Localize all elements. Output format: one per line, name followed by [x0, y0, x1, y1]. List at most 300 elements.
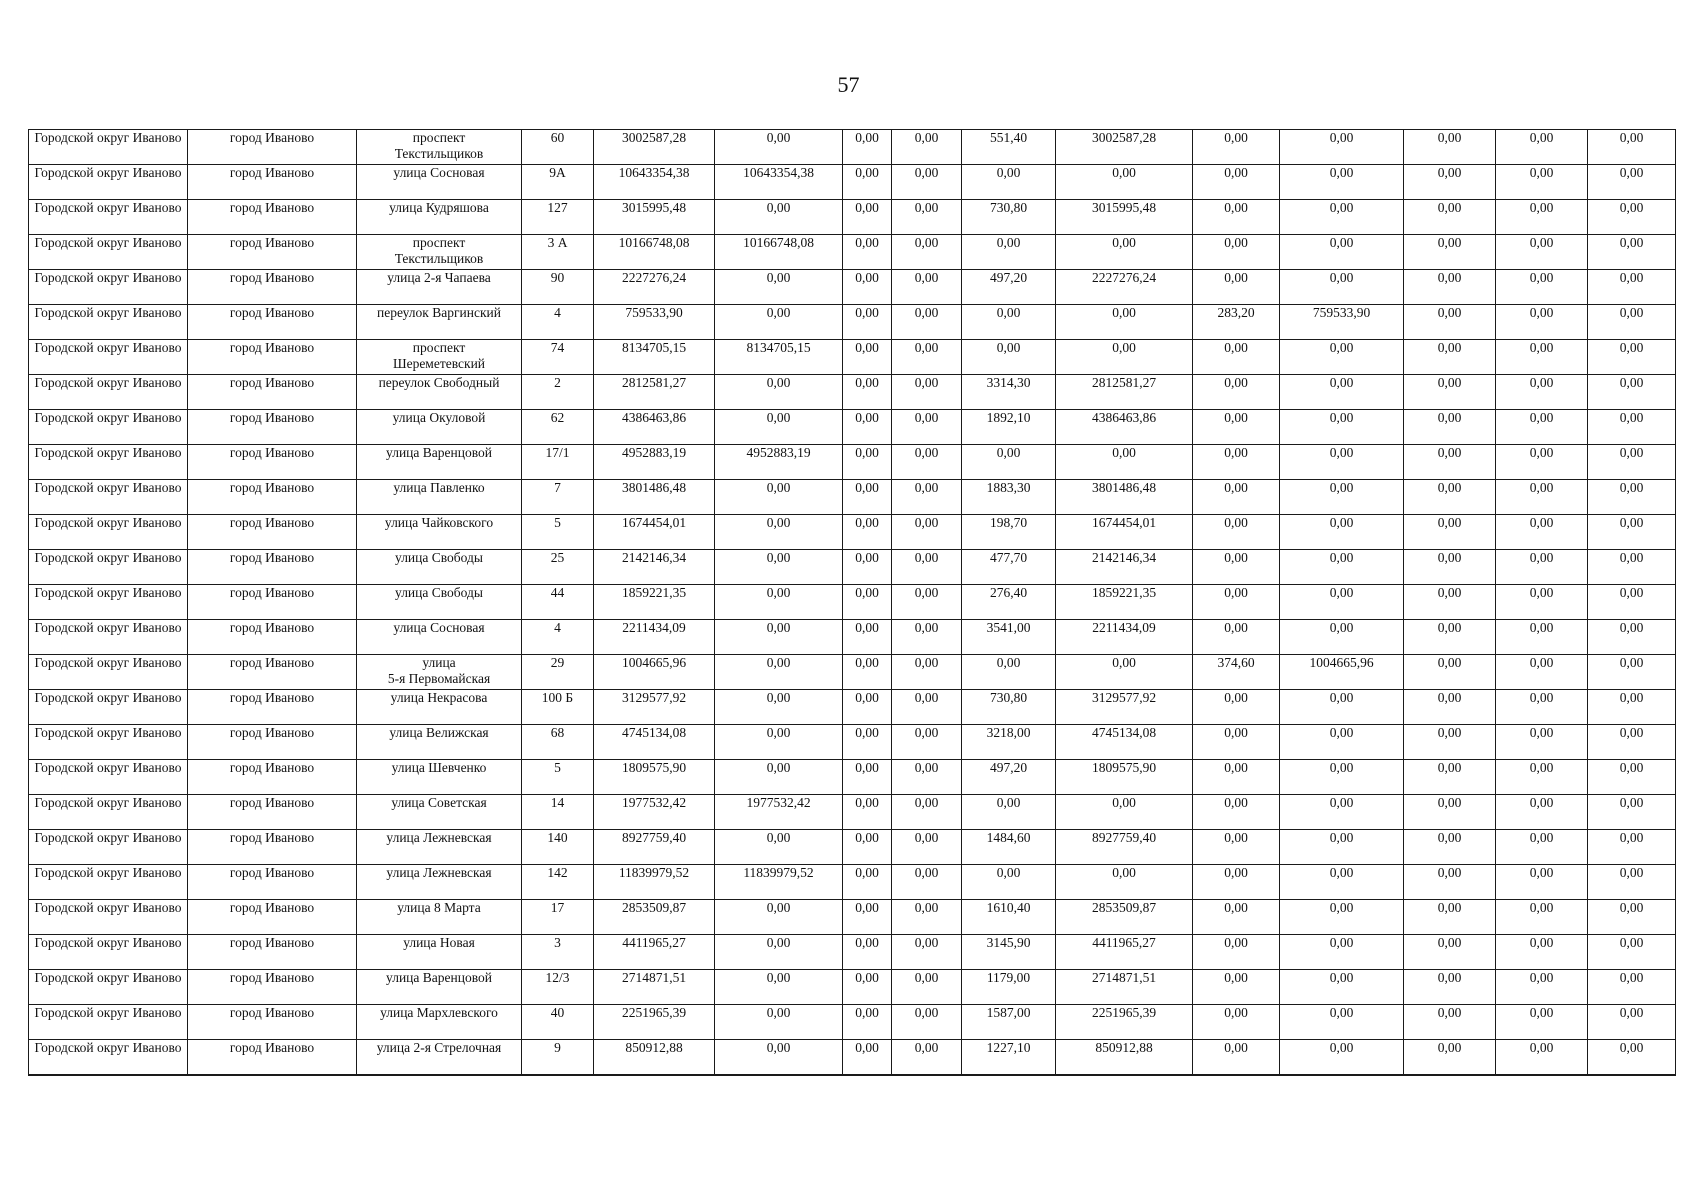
cost-col-10-cell: 0,00	[1496, 935, 1588, 970]
cost-col-9-cell: 0,00	[1404, 515, 1496, 550]
street-cell: улица Советская	[357, 795, 522, 830]
cost-col-10-cell: 0,00	[1496, 830, 1588, 865]
settlement-cell: город Иваново	[188, 725, 357, 760]
table-row	[29, 375, 1676, 410]
cost-col-11-cell: 0,00	[1588, 795, 1676, 830]
house-cell: 140	[522, 830, 594, 865]
house-cell: 5	[522, 515, 594, 550]
cost-col-4-cell: 0,00	[892, 585, 962, 620]
cost-col-2-cell: 0,00	[715, 270, 843, 305]
settlement-cell: город Иваново	[188, 620, 357, 655]
area-col-7-cell: 0,00	[1193, 410, 1280, 445]
table-row	[29, 305, 1676, 340]
house-cell: 40	[522, 1005, 594, 1040]
cost-col-11-cell: 0,00	[1588, 970, 1676, 1005]
cost-col-8-cell: 0,00	[1280, 900, 1404, 935]
cost-col-6-cell: 1674454,01	[1056, 515, 1193, 550]
table-row	[29, 130, 1676, 165]
area-col-5-cell: 3314,30	[962, 375, 1056, 410]
cost-col-10-cell: 0,00	[1496, 970, 1588, 1005]
cost-col-3-cell: 0,00	[843, 690, 892, 725]
municipality-cell: Городской округ Иваново	[29, 165, 188, 200]
cost-col-4-cell: 0,00	[892, 165, 962, 200]
cost-col-10-cell: 0,00	[1496, 480, 1588, 515]
street-cell: улица Лежневская	[357, 830, 522, 865]
cost-col-3-cell: 0,00	[843, 200, 892, 235]
cost-col-9-cell: 0,00	[1404, 165, 1496, 200]
cost-col-6-cell: 4386463,86	[1056, 410, 1193, 445]
cost-col-8-cell: 0,00	[1280, 200, 1404, 235]
cost-col-10-cell: 0,00	[1496, 900, 1588, 935]
cost-total-cell: 2714871,51	[594, 970, 715, 1005]
cost-total-cell: 10643354,38	[594, 165, 715, 200]
cost-col-9-cell: 0,00	[1404, 655, 1496, 690]
cost-col-6-cell: 2812581,27	[1056, 375, 1193, 410]
house-cell: 3	[522, 935, 594, 970]
cost-col-4-cell: 0,00	[892, 340, 962, 375]
cost-col-8-cell: 0,00	[1280, 340, 1404, 375]
cost-col-8-cell: 0,00	[1280, 795, 1404, 830]
settlement-cell: город Иваново	[188, 935, 357, 970]
settlement-cell: город Иваново	[188, 235, 357, 270]
cost-col-3-cell: 0,00	[843, 1005, 892, 1040]
area-col-5-cell: 1227,10	[962, 1040, 1056, 1076]
cost-col-10-cell: 0,00	[1496, 305, 1588, 340]
area-col-5-cell: 0,00	[962, 865, 1056, 900]
cost-col-11-cell: 0,00	[1588, 725, 1676, 760]
area-col-5-cell: 0,00	[962, 305, 1056, 340]
cost-col-8-cell: 1004665,96	[1280, 655, 1404, 690]
cost-col-8-cell: 0,00	[1280, 445, 1404, 480]
municipality-cell: Городской округ Иваново	[29, 130, 188, 165]
street-cell: улица 2-я Стрелочная	[357, 1040, 522, 1076]
municipality-cell: Городской округ Иваново	[29, 830, 188, 865]
table-row	[29, 725, 1676, 760]
table-row	[29, 865, 1676, 900]
cost-col-10-cell: 0,00	[1496, 795, 1588, 830]
cost-col-8-cell: 0,00	[1280, 480, 1404, 515]
cost-col-11-cell: 0,00	[1588, 165, 1676, 200]
settlement-cell: город Иваново	[188, 655, 357, 690]
cost-col-10-cell: 0,00	[1496, 620, 1588, 655]
cost-total-cell: 850912,88	[594, 1040, 715, 1076]
cost-col-6-cell: 0,00	[1056, 795, 1193, 830]
cost-col-6-cell: 4745134,08	[1056, 725, 1193, 760]
cost-col-9-cell: 0,00	[1404, 270, 1496, 305]
street-cell: улица 8 Марта	[357, 900, 522, 935]
settlement-cell: город Иваново	[188, 760, 357, 795]
cost-col-2-cell: 0,00	[715, 900, 843, 935]
cost-col-4-cell: 0,00	[892, 760, 962, 795]
cost-total-cell: 2251965,39	[594, 1005, 715, 1040]
table-row	[29, 1005, 1676, 1040]
cost-col-6-cell: 3801486,48	[1056, 480, 1193, 515]
cost-total-cell: 4411965,27	[594, 935, 715, 970]
area-col-7-cell: 374,60	[1193, 655, 1280, 690]
area-col-7-cell: 0,00	[1193, 865, 1280, 900]
cost-col-8-cell: 0,00	[1280, 690, 1404, 725]
cost-col-2-cell: 8134705,15	[715, 340, 843, 375]
house-cell: 127	[522, 200, 594, 235]
street-cell: проспект Шереметевский	[357, 340, 522, 375]
cost-col-4-cell: 0,00	[892, 690, 962, 725]
cost-col-6-cell: 3129577,92	[1056, 690, 1193, 725]
area-col-7-cell: 0,00	[1193, 935, 1280, 970]
cost-col-8-cell: 0,00	[1280, 270, 1404, 305]
street-cell: улица Новая	[357, 935, 522, 970]
table-row	[29, 620, 1676, 655]
cost-total-cell: 759533,90	[594, 305, 715, 340]
cost-col-10-cell: 0,00	[1496, 270, 1588, 305]
cost-col-9-cell: 0,00	[1404, 1040, 1496, 1076]
cost-col-9-cell: 0,00	[1404, 865, 1496, 900]
cost-col-9-cell: 0,00	[1404, 375, 1496, 410]
area-col-5-cell: 3541,00	[962, 620, 1056, 655]
cost-col-6-cell: 3002587,28	[1056, 130, 1193, 165]
municipality-cell: Городской округ Иваново	[29, 1040, 188, 1076]
street-cell: улица Варенцовой	[357, 970, 522, 1005]
house-cell: 142	[522, 865, 594, 900]
municipality-cell: Городской округ Иваново	[29, 410, 188, 445]
municipality-cell: Городской округ Иваново	[29, 515, 188, 550]
settlement-cell: город Иваново	[188, 410, 357, 445]
area-col-7-cell: 0,00	[1193, 445, 1280, 480]
cost-col-11-cell: 0,00	[1588, 1005, 1676, 1040]
house-cell: 100 Б	[522, 690, 594, 725]
street-cell: улица Велижская	[357, 725, 522, 760]
street-cell: улица Мархлевского	[357, 1005, 522, 1040]
cost-col-9-cell: 0,00	[1404, 305, 1496, 340]
cost-col-8-cell: 0,00	[1280, 935, 1404, 970]
house-cell: 4	[522, 305, 594, 340]
cost-total-cell: 3129577,92	[594, 690, 715, 725]
cost-total-cell: 11839979,52	[594, 865, 715, 900]
settlement-cell: город Иваново	[188, 480, 357, 515]
cost-col-2-cell: 0,00	[715, 725, 843, 760]
cost-col-4-cell: 0,00	[892, 200, 962, 235]
house-cell: 17	[522, 900, 594, 935]
cost-col-9-cell: 0,00	[1404, 340, 1496, 375]
area-col-5-cell: 1883,30	[962, 480, 1056, 515]
area-col-7-cell: 0,00	[1193, 340, 1280, 375]
cost-col-6-cell: 4411965,27	[1056, 935, 1193, 970]
cost-col-10-cell: 0,00	[1496, 165, 1588, 200]
cost-col-8-cell: 0,00	[1280, 515, 1404, 550]
area-col-5-cell: 730,80	[962, 200, 1056, 235]
cost-col-9-cell: 0,00	[1404, 690, 1496, 725]
table-row	[29, 410, 1676, 445]
table-row	[29, 200, 1676, 235]
cost-col-6-cell: 2714871,51	[1056, 970, 1193, 1005]
municipality-cell: Городской округ Иваново	[29, 970, 188, 1005]
cost-col-2-cell: 0,00	[715, 970, 843, 1005]
cost-total-cell: 1809575,90	[594, 760, 715, 795]
cost-col-10-cell: 0,00	[1496, 130, 1588, 165]
area-col-7-cell: 0,00	[1193, 515, 1280, 550]
cost-col-11-cell: 0,00	[1588, 200, 1676, 235]
area-col-5-cell: 730,80	[962, 690, 1056, 725]
area-col-7-cell: 0,00	[1193, 620, 1280, 655]
area-col-7-cell: 0,00	[1193, 970, 1280, 1005]
cost-col-9-cell: 0,00	[1404, 795, 1496, 830]
municipality-cell: Городской округ Иваново	[29, 200, 188, 235]
cost-col-4-cell: 0,00	[892, 1040, 962, 1076]
cost-col-2-cell: 0,00	[715, 305, 843, 340]
cost-col-11-cell: 0,00	[1588, 130, 1676, 165]
cost-col-2-cell: 11839979,52	[715, 865, 843, 900]
cost-col-11-cell: 0,00	[1588, 270, 1676, 305]
cost-col-4-cell: 0,00	[892, 270, 962, 305]
cost-col-3-cell: 0,00	[843, 725, 892, 760]
area-col-7-cell: 0,00	[1193, 200, 1280, 235]
house-cell: 7	[522, 480, 594, 515]
cost-col-4-cell: 0,00	[892, 515, 962, 550]
area-col-7-cell: 0,00	[1193, 585, 1280, 620]
area-col-5-cell: 497,20	[962, 270, 1056, 305]
municipality-cell: Городской округ Иваново	[29, 795, 188, 830]
house-cell: 74	[522, 340, 594, 375]
cost-col-8-cell: 0,00	[1280, 830, 1404, 865]
cost-total-cell: 4952883,19	[594, 445, 715, 480]
cost-col-3-cell: 0,00	[843, 760, 892, 795]
area-col-5-cell: 0,00	[962, 795, 1056, 830]
cost-total-cell: 2142146,34	[594, 550, 715, 585]
cost-col-6-cell: 3015995,48	[1056, 200, 1193, 235]
settlement-cell: город Иваново	[188, 830, 357, 865]
cost-col-4-cell: 0,00	[892, 410, 962, 445]
cost-col-2-cell: 0,00	[715, 480, 843, 515]
cost-col-2-cell: 0,00	[715, 935, 843, 970]
table-row	[29, 585, 1676, 620]
house-cell: 29	[522, 655, 594, 690]
area-col-7-cell: 0,00	[1193, 830, 1280, 865]
house-cell: 68	[522, 725, 594, 760]
area-col-5-cell: 551,40	[962, 130, 1056, 165]
area-col-5-cell: 497,20	[962, 760, 1056, 795]
cost-col-4-cell: 0,00	[892, 445, 962, 480]
house-cell: 9	[522, 1040, 594, 1076]
street-cell: улица Свободы	[357, 550, 522, 585]
house-cell: 17/1	[522, 445, 594, 480]
cost-col-11-cell: 0,00	[1588, 690, 1676, 725]
table-body	[29, 130, 1676, 1076]
cost-col-10-cell: 0,00	[1496, 235, 1588, 270]
cost-col-3-cell: 0,00	[843, 445, 892, 480]
cost-total-cell: 4386463,86	[594, 410, 715, 445]
street-cell: улица Окуловой	[357, 410, 522, 445]
cost-col-6-cell: 0,00	[1056, 340, 1193, 375]
cost-col-10-cell: 0,00	[1496, 200, 1588, 235]
cost-col-9-cell: 0,00	[1404, 200, 1496, 235]
area-col-7-cell: 0,00	[1193, 165, 1280, 200]
municipality-cell: Городской округ Иваново	[29, 305, 188, 340]
area-col-5-cell: 3145,90	[962, 935, 1056, 970]
area-col-7-cell: 0,00	[1193, 375, 1280, 410]
cost-col-10-cell: 0,00	[1496, 445, 1588, 480]
cost-total-cell: 1674454,01	[594, 515, 715, 550]
area-col-5-cell: 0,00	[962, 165, 1056, 200]
cost-col-10-cell: 0,00	[1496, 550, 1588, 585]
settlement-cell: город Иваново	[188, 1040, 357, 1076]
street-cell: улица Павленко	[357, 480, 522, 515]
settlement-cell: город Иваново	[188, 340, 357, 375]
cost-col-3-cell: 0,00	[843, 375, 892, 410]
settlement-cell: город Иваново	[188, 970, 357, 1005]
table-row	[29, 935, 1676, 970]
municipality-cell: Городской округ Иваново	[29, 340, 188, 375]
cost-col-2-cell: 0,00	[715, 410, 843, 445]
cost-col-3-cell: 0,00	[843, 830, 892, 865]
cost-col-8-cell: 0,00	[1280, 620, 1404, 655]
area-col-7-cell: 0,00	[1193, 1040, 1280, 1076]
cost-col-6-cell: 0,00	[1056, 865, 1193, 900]
cost-col-11-cell: 0,00	[1588, 480, 1676, 515]
area-col-7-cell: 0,00	[1193, 725, 1280, 760]
cost-col-11-cell: 0,00	[1588, 340, 1676, 375]
cost-col-8-cell: 0,00	[1280, 1005, 1404, 1040]
cost-col-2-cell: 0,00	[715, 550, 843, 585]
municipality-cell: Городской округ Иваново	[29, 935, 188, 970]
municipality-cell: Городской округ Иваново	[29, 760, 188, 795]
cost-total-cell: 2853509,87	[594, 900, 715, 935]
cost-col-3-cell: 0,00	[843, 900, 892, 935]
table-row	[29, 655, 1676, 690]
cost-col-11-cell: 0,00	[1588, 375, 1676, 410]
cost-col-10-cell: 0,00	[1496, 585, 1588, 620]
house-cell: 25	[522, 550, 594, 585]
cost-total-cell: 1859221,35	[594, 585, 715, 620]
municipality-cell: Городской округ Иваново	[29, 270, 188, 305]
municipality-cell: Городской округ Иваново	[29, 235, 188, 270]
cost-col-11-cell: 0,00	[1588, 830, 1676, 865]
cost-total-cell: 10166748,08	[594, 235, 715, 270]
municipality-cell: Городской округ Иваново	[29, 620, 188, 655]
cost-col-4-cell: 0,00	[892, 795, 962, 830]
cost-col-8-cell: 0,00	[1280, 725, 1404, 760]
settlement-cell: город Иваново	[188, 305, 357, 340]
street-cell: улица Сосновая	[357, 620, 522, 655]
cost-col-3-cell: 0,00	[843, 620, 892, 655]
table-row	[29, 270, 1676, 305]
cost-col-8-cell: 0,00	[1280, 865, 1404, 900]
cost-total-cell: 3015995,48	[594, 200, 715, 235]
settlement-cell: город Иваново	[188, 165, 357, 200]
cost-col-2-cell: 0,00	[715, 130, 843, 165]
cost-col-10-cell: 0,00	[1496, 515, 1588, 550]
cost-col-4-cell: 0,00	[892, 970, 962, 1005]
cost-col-4-cell: 0,00	[892, 235, 962, 270]
area-col-7-cell: 0,00	[1193, 690, 1280, 725]
cost-col-8-cell: 0,00	[1280, 1040, 1404, 1076]
area-col-7-cell: 0,00	[1193, 550, 1280, 585]
cost-col-2-cell: 0,00	[715, 1005, 843, 1040]
cost-col-2-cell: 1977532,42	[715, 795, 843, 830]
house-cell: 12/3	[522, 970, 594, 1005]
cost-col-11-cell: 0,00	[1588, 410, 1676, 445]
cost-col-10-cell: 0,00	[1496, 1005, 1588, 1040]
cost-col-8-cell: 0,00	[1280, 375, 1404, 410]
municipality-cell: Городской округ Иваново	[29, 655, 188, 690]
cost-col-11-cell: 0,00	[1588, 935, 1676, 970]
cost-col-3-cell: 0,00	[843, 585, 892, 620]
cost-col-3-cell: 0,00	[843, 130, 892, 165]
cost-col-3-cell: 0,00	[843, 1040, 892, 1076]
cost-total-cell: 8927759,40	[594, 830, 715, 865]
cost-col-4-cell: 0,00	[892, 305, 962, 340]
table-row	[29, 340, 1676, 375]
table-row	[29, 480, 1676, 515]
settlement-cell: город Иваново	[188, 690, 357, 725]
settlement-cell: город Иваново	[188, 130, 357, 165]
cost-col-11-cell: 0,00	[1588, 550, 1676, 585]
area-col-5-cell: 3218,00	[962, 725, 1056, 760]
cost-col-9-cell: 0,00	[1404, 830, 1496, 865]
municipality-cell: Городской округ Иваново	[29, 865, 188, 900]
cost-col-11-cell: 0,00	[1588, 305, 1676, 340]
cost-col-9-cell: 0,00	[1404, 725, 1496, 760]
cost-col-2-cell: 0,00	[715, 585, 843, 620]
settlement-cell: город Иваново	[188, 585, 357, 620]
cost-col-2-cell: 0,00	[715, 655, 843, 690]
cost-col-9-cell: 0,00	[1404, 970, 1496, 1005]
table-row	[29, 1040, 1676, 1076]
settlement-cell: город Иваново	[188, 270, 357, 305]
table-row	[29, 795, 1676, 830]
cost-col-4-cell: 0,00	[892, 935, 962, 970]
cost-col-11-cell: 0,00	[1588, 445, 1676, 480]
street-cell: улица Шевченко	[357, 760, 522, 795]
cost-col-4-cell: 0,00	[892, 865, 962, 900]
cost-col-4-cell: 0,00	[892, 480, 962, 515]
cost-col-3-cell: 0,00	[843, 270, 892, 305]
area-col-5-cell: 0,00	[962, 235, 1056, 270]
street-cell: улица Варенцовой	[357, 445, 522, 480]
street-cell: улица 5-я Первомайская	[357, 655, 522, 690]
area-col-5-cell: 198,70	[962, 515, 1056, 550]
municipality-cell: Городской округ Иваново	[29, 550, 188, 585]
cost-col-8-cell: 0,00	[1280, 760, 1404, 795]
cost-col-2-cell: 0,00	[715, 515, 843, 550]
table-row	[29, 690, 1676, 725]
cost-col-11-cell: 0,00	[1588, 655, 1676, 690]
area-col-7-cell: 0,00	[1193, 270, 1280, 305]
page-number: 57	[837, 72, 860, 97]
area-col-5-cell: 1610,40	[962, 900, 1056, 935]
street-cell: улица Сосновая	[357, 165, 522, 200]
cost-col-10-cell: 0,00	[1496, 340, 1588, 375]
cost-total-cell: 1977532,42	[594, 795, 715, 830]
street-cell: улица Лежневская	[357, 865, 522, 900]
cost-col-6-cell: 2853509,87	[1056, 900, 1193, 935]
municipality-cell: Городской округ Иваново	[29, 1005, 188, 1040]
settlement-cell: город Иваново	[188, 375, 357, 410]
cost-col-2-cell: 10643354,38	[715, 165, 843, 200]
cost-col-11-cell: 0,00	[1588, 620, 1676, 655]
municipality-cell: Городской округ Иваново	[29, 480, 188, 515]
area-col-5-cell: 0,00	[962, 655, 1056, 690]
cost-col-11-cell: 0,00	[1588, 900, 1676, 935]
cost-col-9-cell: 0,00	[1404, 1005, 1496, 1040]
cost-col-6-cell: 0,00	[1056, 165, 1193, 200]
house-cell: 90	[522, 270, 594, 305]
cost-total-cell: 4745134,08	[594, 725, 715, 760]
cost-col-11-cell: 0,00	[1588, 760, 1676, 795]
cost-col-4-cell: 0,00	[892, 130, 962, 165]
street-cell: улица 2-я Чапаева	[357, 270, 522, 305]
cost-col-2-cell: 4952883,19	[715, 445, 843, 480]
cost-col-8-cell: 0,00	[1280, 410, 1404, 445]
cost-col-4-cell: 0,00	[892, 375, 962, 410]
